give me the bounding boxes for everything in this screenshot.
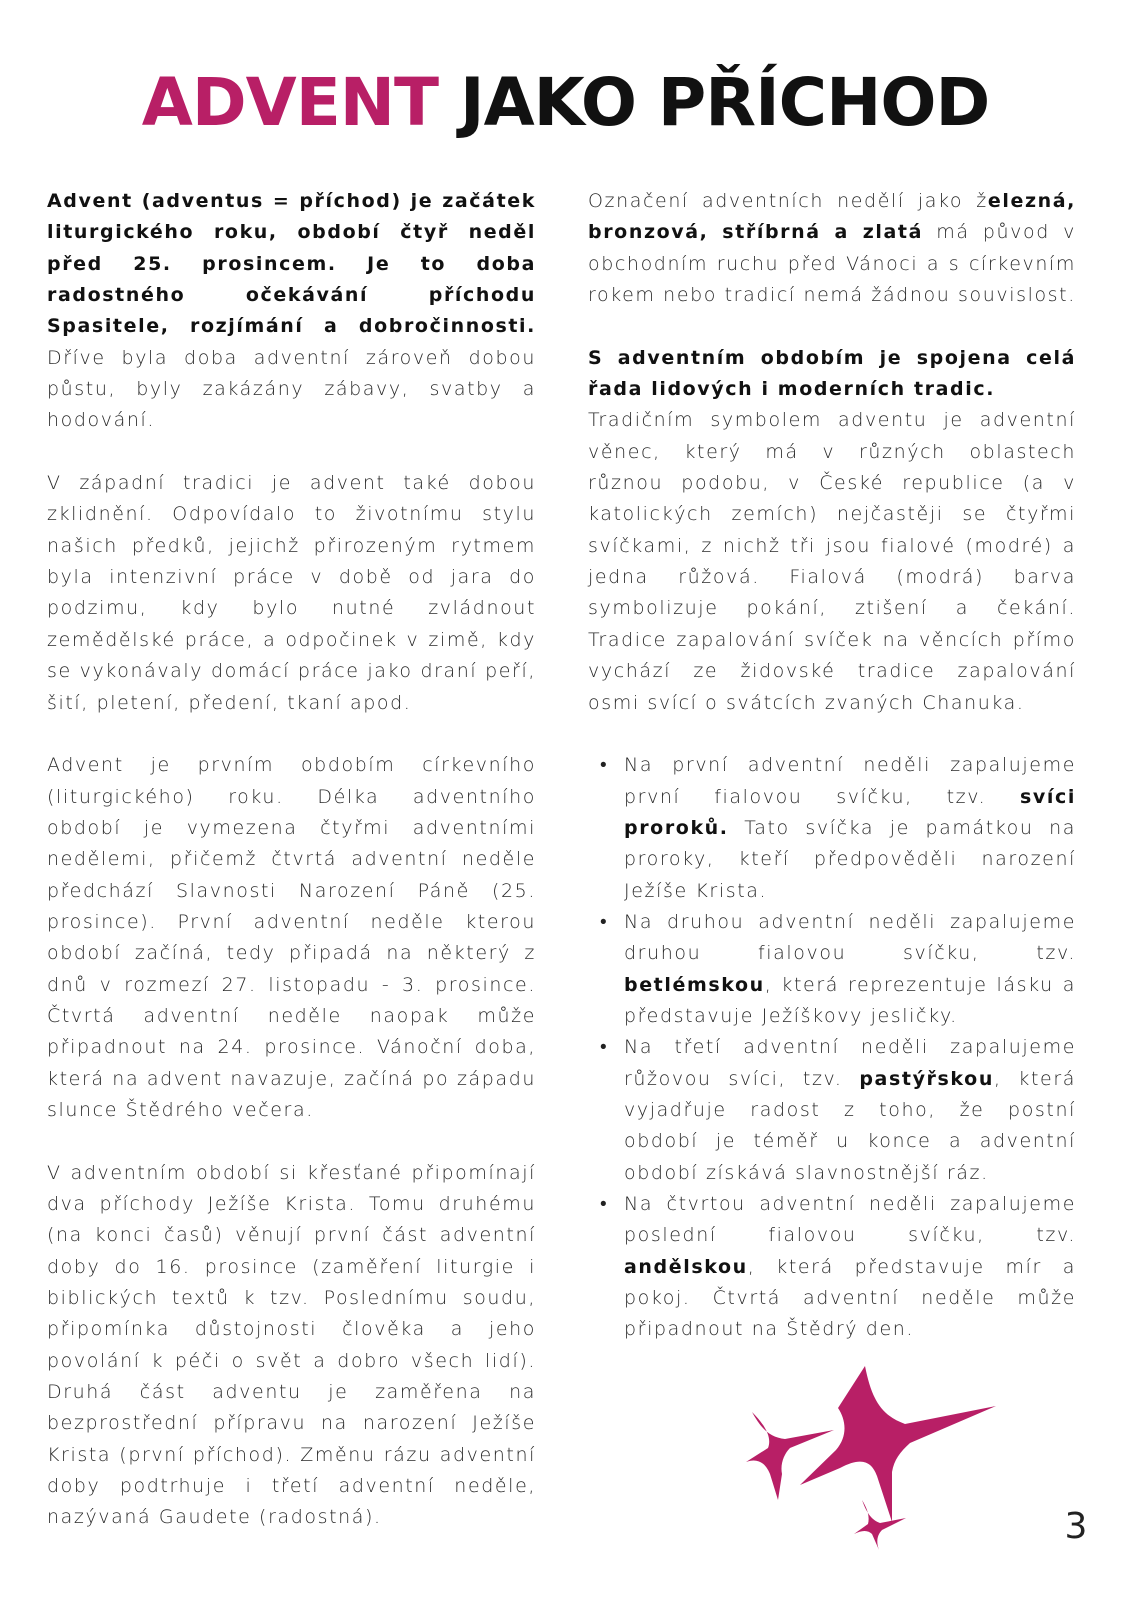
large-sparkle-icon: [800, 1366, 996, 1522]
list-item-text: Na třetí adventní neděli zapalujeme růžovou svíci, tzv.: [624, 1036, 1076, 1090]
intro-rest-text: Dříve byla doba adventní zároveň dobou půstu, byly zakázány zábavy, svatby a hodování.: [47, 346, 536, 432]
left-paragraph-1: [47, 186, 536, 437]
right-paragraph-3: Tradičním symbolem adventu je adventní věnec, který má v různých oblastech různou podobu, v České republice (a v katolických zemích) nejčastěji se čtyřmi svíčkami, z nichž tři jsou fialové (modré) a jedna růžová. Fialová (modrá) barva symbolizuje pokání, ztišení a čekání. Tradice zapalování svíček na věncích přímo vychází ze židovské tradice zapalování osmi svící o svátcích zvaných Chanuka.: [588, 409, 1076, 714]
medium-sparkle-icon: [746, 1412, 834, 1500]
list-item: [624, 907, 1076, 1032]
list-item-bold: betlémskou: [624, 973, 765, 996]
left-column: [47, 186, 536, 1534]
sunday-names-bold: elezná, bronzová, stříbrná a zlatá: [588, 190, 1076, 244]
left-paragraph-3: Advent je prvním obdobím církevního (liturgického) roku. Délka adventního období je vymezena čtyřmi adventními nedělemi, přičemž čtvrtá adventní neděle předchází Slavnosti Narození Páně (25. prosince). První adventní neděle kterou období začíná, tedy připadá na některý z dnů v rozmezí 27. listopadu - 3. prosince. Čtvrtá adventní neděle naopak může připadnout na 24. prosince. Vánoční doba, která na advent navazuje, začíná po západu slunce Štědrého večera.: [47, 754, 536, 1121]
list-item-bold: andělskou: [624, 1255, 748, 1278]
right-paragraph-2: [588, 343, 1076, 406]
list-item-text: Tato svíčka je památkou na proroky, kteří předpověděli narození Ježíše Krista.: [624, 816, 1076, 902]
traditions-heading: S adventním obdobím je spojena celá řada lidových i moderních tradic.: [588, 346, 1076, 401]
list-item-text: , která vyjadřuje radost z toho, že postní období je téměř u konce a adventní období získává slavnostnější ráz.: [624, 1067, 1076, 1184]
sunday-names-rest: má původ v obchodním ruchu před Vánoci a s církevním rokem nebo tradicí nemá žádnou souvislost.: [588, 221, 1076, 307]
sunday-names-intro: Označení adventních nedělí jako ž: [588, 190, 988, 212]
left-paragraph-2: V západní tradici je advent také dobou zklidnění. Odpovídalo to životnímu stylu našich předků, jejichž přirozeným rytmem byla intenzivní práce v době od jara do podzimu, kdy bylo nutné zvládnout zemědělské práce, a odpočinek v zimě, kdy se vykonávaly domácí práce jako draní peří, šití, pletení, předení, tkaní apod.: [47, 472, 536, 714]
right-paragraph-1: [588, 186, 1076, 311]
intro-bold-text: Advent (adventus = příchod) je začátek liturgického roku, období čtyř neděl před 25. prosincem. Je to doba radostného očekávání příchodu Spasitele, rozjímání a dobročinnosti.: [47, 190, 536, 338]
title-accent-word: ADVENT: [141, 64, 439, 141]
list-item-text: Na druhou adventní neděli zapalujeme druhou fialovou svíčku, tzv.: [624, 910, 1076, 965]
candle-list: [588, 750, 1076, 1346]
small-sparkle-icon: [854, 1500, 906, 1550]
list-item-bold: pastýřskou: [859, 1067, 994, 1090]
list-item-text: Na čtvrtou adventní neděli zapalujeme poslední fialovou svíčku, tzv.: [624, 1193, 1076, 1247]
right-column: [588, 186, 1076, 1346]
page-number: 3: [1064, 1506, 1088, 1547]
list-item: [624, 1032, 1076, 1189]
list-item-bold: svíci proroků.: [624, 785, 1076, 839]
list-item: [624, 1189, 1076, 1346]
left-paragraph-4: V adventním období si křesťané připomínají dva příchody Ježíše Krista. Tomu druhému (na konci časů) věnují první část adventní doby do 16. prosince (zaměření liturgie i biblických textů k tzv. Poslednímu soudu, připomínka důstojnosti člověka a jeho povolání k péči o svět a dobro všech lidí). Druhá část adventu je zaměřena na bezprostřední přípravu na narození Ježíše Krista (první příchod). Změnu rázu adventní doby podtrhuje i třetí adventní neděle, nazývaná Gaudete (radostná).: [47, 1161, 536, 1529]
list-item-text: Na první adventní neděli zapalujeme první fialovou svíčku, tzv.: [624, 754, 1076, 808]
list-item-text: , která představuje mír a pokoj. Čtvrtá adventní neděle může připadnout na Štědrý den.: [624, 1255, 1076, 1341]
title-rest: JAKO PŘÍCHOD: [460, 64, 990, 141]
page-title: [0, 58, 1131, 148]
list-item: [624, 750, 1076, 907]
sparkle-stars-icon: [740, 1340, 1020, 1590]
list-item-text: , která reprezentuje lásku a představuje Ježíškovy jesličky.: [624, 973, 1076, 1027]
